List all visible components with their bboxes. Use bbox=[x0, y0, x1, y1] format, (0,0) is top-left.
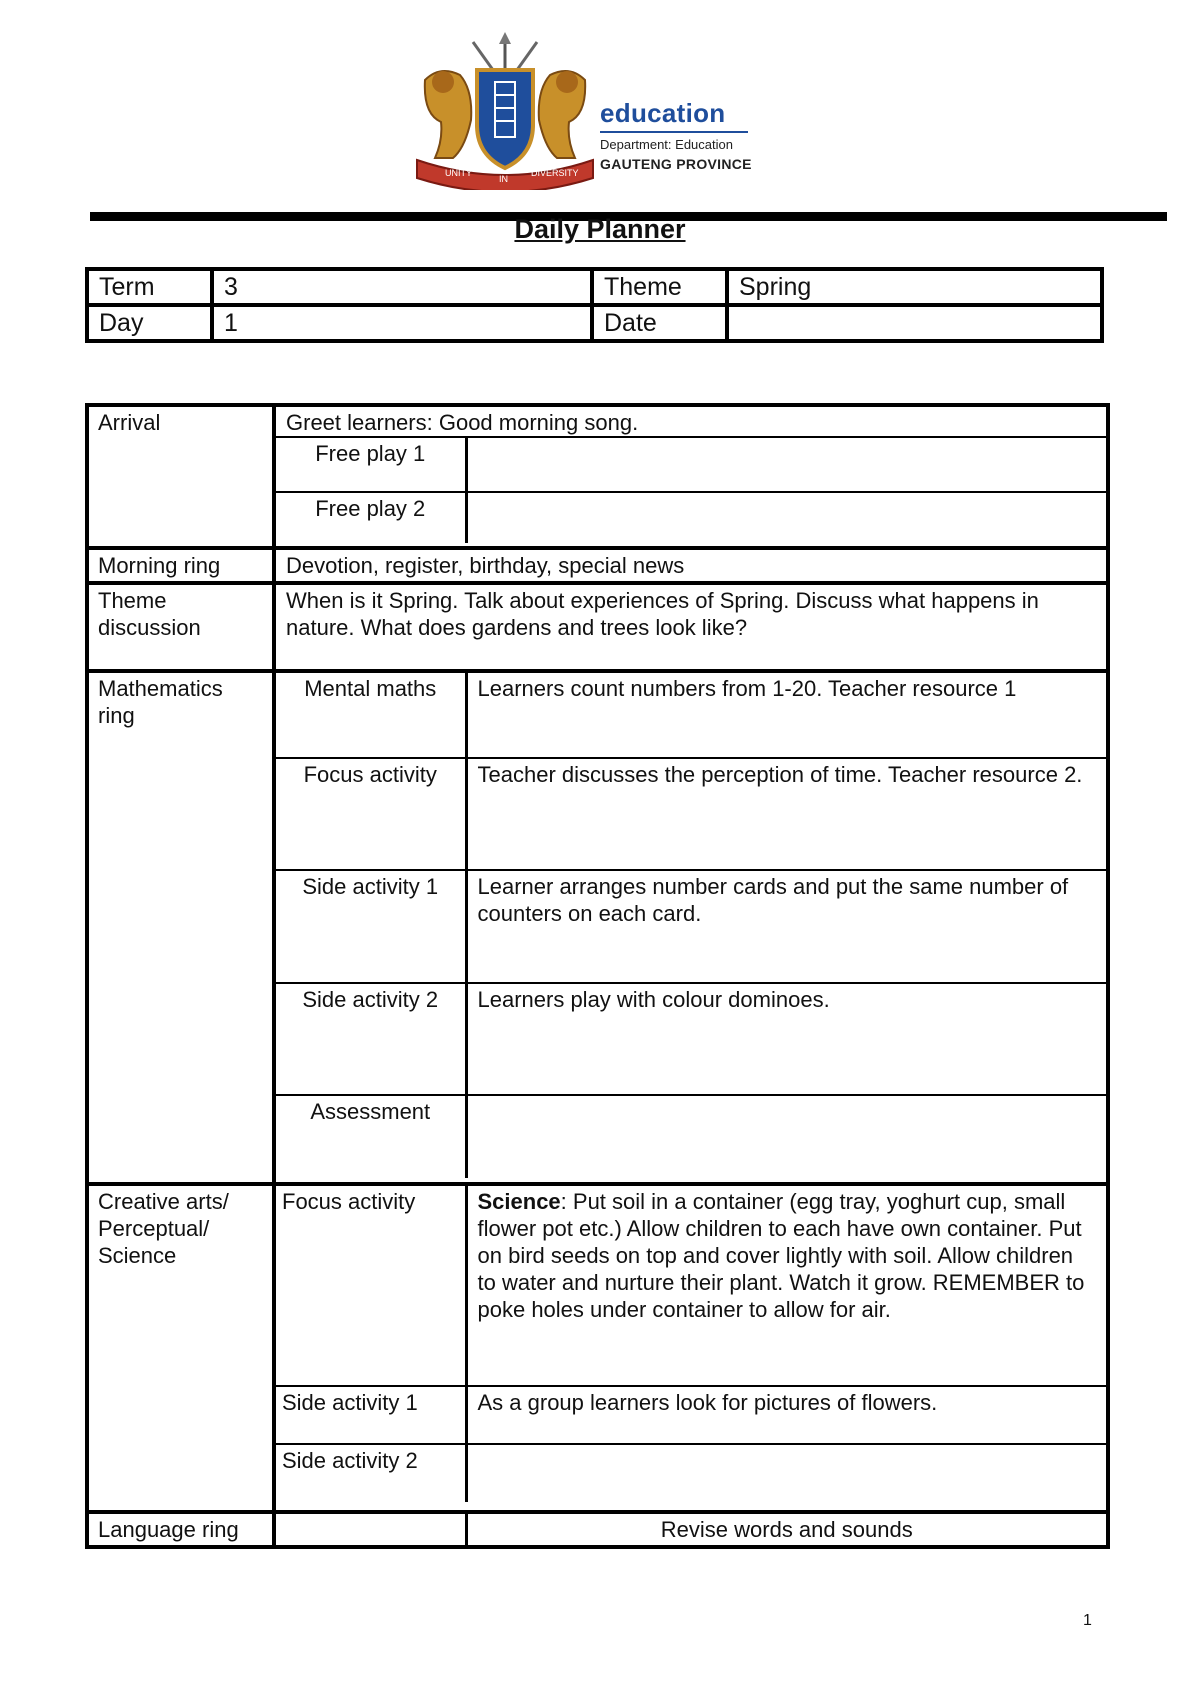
date-value bbox=[727, 305, 1102, 341]
creative-focus-text: : Put soil in a container (egg tray, yoghurt cup, small flower pot etc.) Allow children to each have own container. Put on bird seeds on top and cover lightly with soil. Allow children to water and nurture their plant. Watch it grow. REMEMBER to poke holes under container to allow for air. bbox=[477, 1189, 1085, 1322]
free-play-2-content bbox=[466, 492, 1106, 543]
arrival-free-play-table bbox=[276, 436, 1106, 543]
info-row-day bbox=[87, 305, 1102, 341]
free-play-1-content bbox=[466, 437, 1106, 492]
creative-focus-content bbox=[466, 1186, 1106, 1386]
mental-maths-row bbox=[276, 673, 1106, 758]
free-play-1-row bbox=[276, 437, 1106, 492]
math-focus-row bbox=[276, 758, 1106, 870]
science-keyword: Science bbox=[477, 1189, 561, 1214]
creative-side-2-label: Side activity 2 bbox=[276, 1444, 466, 1502]
language-ring-content bbox=[274, 1512, 1108, 1547]
row-mathematics-ring bbox=[87, 671, 1108, 1184]
creative-arts-table bbox=[276, 1186, 1106, 1502]
day-label: Day bbox=[87, 305, 212, 341]
math-side-2-row bbox=[276, 983, 1106, 1095]
row-theme-discussion bbox=[87, 583, 1108, 671]
creative-side-1-content: As a group learners look for pictures of flowers. bbox=[466, 1386, 1106, 1444]
row-arrival bbox=[87, 405, 1108, 548]
theme-label: Theme bbox=[592, 269, 727, 305]
logo-rule bbox=[600, 131, 748, 133]
page-title: Daily Planner bbox=[514, 214, 686, 244]
term-label: Term bbox=[87, 269, 212, 305]
free-play-1-label: Free play 1 bbox=[276, 437, 466, 492]
row-morning-ring bbox=[87, 548, 1108, 583]
creative-side-2-content bbox=[466, 1444, 1106, 1502]
row-creative-arts bbox=[87, 1184, 1108, 1512]
creative-side-1-label: Side activity 1 bbox=[276, 1386, 466, 1444]
logo-wordmark: education bbox=[600, 98, 726, 128]
info-table bbox=[85, 267, 1104, 343]
language-ring-middle bbox=[276, 1514, 466, 1545]
motto-right: DIVERSITY bbox=[531, 168, 579, 178]
term-value: 3 bbox=[212, 269, 592, 305]
theme-value: Spring bbox=[727, 269, 1102, 305]
logo-text bbox=[600, 98, 752, 172]
info-row-term bbox=[87, 269, 1102, 305]
theme-discussion-label: Theme discussion bbox=[87, 583, 274, 671]
motto-mid: IN bbox=[499, 174, 508, 184]
arrival-content bbox=[274, 405, 1108, 548]
logo-province: GAUTENG PROVINCE bbox=[600, 156, 752, 172]
math-side-1-content: Learner arranges number cards and put the same number of counters on each card. bbox=[466, 870, 1106, 983]
math-focus-label: Focus activity bbox=[276, 758, 466, 870]
row-language-ring bbox=[87, 1512, 1108, 1547]
free-play-2-label: Free play 2 bbox=[276, 492, 466, 543]
math-focus-content: Teacher discusses the perception of time. Teacher resource 2. bbox=[466, 758, 1106, 870]
math-side-2-content: Learners play with colour dominoes. bbox=[466, 983, 1106, 1095]
arrival-greeting: Greet learners: Good morning song. bbox=[286, 410, 639, 435]
mathematics-ring-label: Mathematics ring bbox=[87, 671, 274, 1184]
language-ring-label: Language ring bbox=[87, 1512, 274, 1547]
free-play-2-row bbox=[276, 492, 1106, 543]
math-side-2-label: Side activity 2 bbox=[276, 983, 466, 1095]
math-side-1-label: Side activity 1 bbox=[276, 870, 466, 983]
day-value: 1 bbox=[212, 305, 592, 341]
theme-discussion-content: When is it Spring. Talk about experiences of Spring. Discuss what happens in nature. What does gardens and trees look like? bbox=[274, 583, 1108, 671]
mental-maths-content: Learners count numbers from 1-20. Teacher resource 1 bbox=[477, 676, 1017, 701]
mental-maths-label: Mental maths bbox=[276, 673, 466, 758]
mathematics-ring-content bbox=[274, 671, 1108, 1184]
motto-left: UNITY bbox=[445, 168, 472, 178]
page-number: 1 bbox=[1083, 1612, 1092, 1629]
language-table bbox=[276, 1514, 1106, 1545]
schedule-table bbox=[85, 403, 1110, 1549]
creative-focus-row bbox=[276, 1186, 1106, 1386]
creative-arts-label: Creative arts/ Perceptual/ Science bbox=[87, 1184, 274, 1512]
math-assessment-label: Assessment bbox=[276, 1095, 466, 1178]
math-side-1-row bbox=[276, 870, 1106, 983]
math-assessment-content bbox=[466, 1095, 1106, 1178]
logo-department: Department: Education bbox=[600, 137, 733, 152]
creative-focus-label: Focus activity bbox=[276, 1186, 466, 1386]
coat-of-arms-icon bbox=[405, 30, 605, 190]
morning-ring-content: Devotion, register, birthday, special news bbox=[274, 548, 1108, 583]
mathematics-table bbox=[276, 673, 1106, 1178]
arrival-label: Arrival bbox=[87, 405, 274, 548]
creative-side-1-row bbox=[276, 1386, 1106, 1444]
date-label: Date bbox=[592, 305, 727, 341]
language-ring-text: Revise words and sounds bbox=[660, 1517, 913, 1542]
creative-side-2-row bbox=[276, 1444, 1106, 1502]
creative-arts-content bbox=[274, 1184, 1108, 1512]
morning-ring-label: Morning ring bbox=[87, 548, 274, 583]
language-row bbox=[276, 1514, 1106, 1545]
math-assessment-row bbox=[276, 1095, 1106, 1178]
